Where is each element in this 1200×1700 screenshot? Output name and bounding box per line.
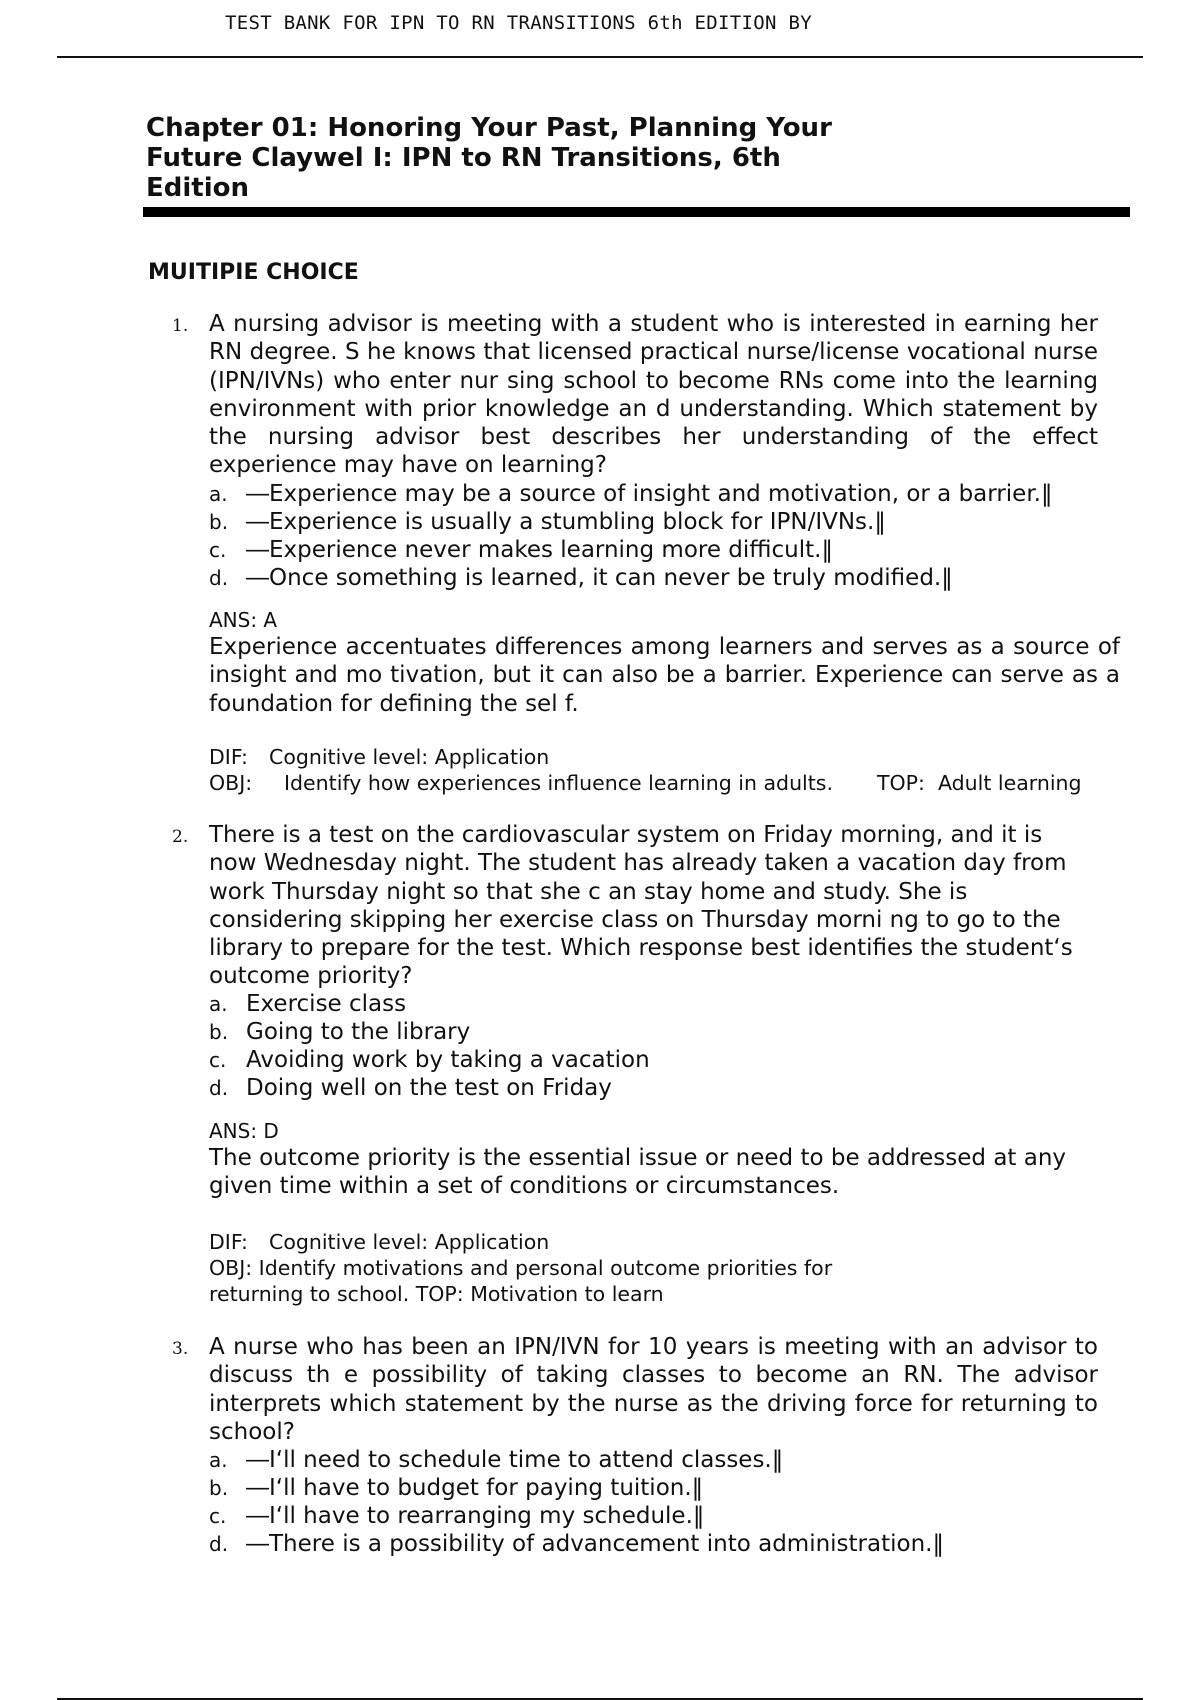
option-letter: a. bbox=[209, 1448, 228, 1472]
question-number: 2. bbox=[172, 827, 189, 847]
option-text: Doing well on the test on Friday bbox=[246, 1075, 612, 1101]
option-b bbox=[209, 1474, 944, 1502]
running-header: TEST BANK FOR IPN TO RN TRANSITIONS 6th EDITION BY bbox=[225, 12, 812, 34]
answer-options bbox=[209, 480, 1052, 592]
option-a bbox=[209, 990, 650, 1018]
option-letter: c. bbox=[209, 1048, 227, 1072]
answer-key: ANS: A bbox=[209, 608, 278, 632]
option-letter: c. bbox=[209, 1504, 227, 1528]
objective-line: OBJ: Identify motivations and personal outcome priorities for returning to school. TOP: Motivation to learn bbox=[209, 1256, 833, 1306]
answer-options bbox=[209, 990, 650, 1102]
option-letter: b. bbox=[209, 510, 229, 534]
objective-line bbox=[209, 770, 1082, 796]
rationale: The outcome priority is the essential issue or need to be addressed at any given time within a set of conditions or circumstances. bbox=[209, 1145, 1067, 1200]
question-stem: A nursing advisor is meeting with a student who is interested in earning her RN degree. S he knows that licensed practical nurse/license vocational nurse (IPN/IVNs) who enter nur sing school to become RNs come into the learning environment with prior knowledge an d understanding. Which statement by the nursing advisor best describes her understanding of the effect experience may have on learning? bbox=[209, 311, 1098, 479]
dif-value: Cognitive level: Application bbox=[269, 745, 550, 769]
question-number: 1. bbox=[172, 316, 189, 336]
question-stem: There is a test on the cardiovascular system on Friday morning, and it is now Wednesday night. The student has already taken a vacation day from work Thursday night so that she c an stay home and study. She is considering skipping her exercise class on Thursday morni ng to go to the library to prepare for the test. Which response best identifies the student‘s outcome priority? bbox=[209, 822, 1073, 990]
option-b bbox=[209, 1018, 650, 1046]
option-text: ―Experience is usually a stumbling block for IPN/IVNs.‖ bbox=[246, 509, 886, 535]
dif-key: DIF: bbox=[209, 745, 248, 769]
answer-options bbox=[209, 1446, 944, 1558]
section-heading: MUITIPIE CHOICE bbox=[148, 260, 359, 285]
question-stem: A nurse who has been an IPN/IVN for 10 years is meeting with an advisor to discuss th e possibility of taking classes to become an RN. The advisor interprets which statement by the nurse as the driving force for returning to school? bbox=[209, 1334, 1098, 1445]
option-c bbox=[209, 536, 1052, 564]
option-text: Avoiding work by taking a vacation bbox=[246, 1047, 650, 1073]
chapter-title: Chapter 01: Honoring Your Past, Planning Your Future Claywel I: IPN to RN Transitions, 6th Edition bbox=[146, 113, 832, 203]
option-text: ―I‘ll have to rearranging my schedule.‖ bbox=[246, 1503, 705, 1529]
option-d bbox=[209, 1530, 944, 1558]
option-letter: d. bbox=[209, 566, 229, 590]
difficulty-line bbox=[209, 1229, 549, 1255]
title-underline-bar bbox=[143, 207, 1130, 217]
obj-value: Identify how experiences influence learning in adults. bbox=[284, 771, 833, 795]
option-text: ―Experience never makes learning more difficult.‖ bbox=[246, 537, 833, 563]
option-letter: c. bbox=[209, 538, 227, 562]
option-letter: b. bbox=[209, 1476, 229, 1500]
option-text: Exercise class bbox=[246, 991, 407, 1017]
option-text: ―I‘ll need to schedule time to attend classes.‖ bbox=[246, 1447, 784, 1473]
answer-key: ANS: D bbox=[209, 1119, 279, 1143]
option-c bbox=[209, 1046, 650, 1074]
option-letter: a. bbox=[209, 482, 228, 506]
option-a bbox=[209, 1446, 944, 1474]
obj-key: OBJ: bbox=[209, 771, 253, 795]
option-d bbox=[209, 564, 1052, 592]
dif-value: Cognitive level: Application bbox=[269, 1230, 550, 1254]
dif-key: DIF: bbox=[209, 1230, 248, 1254]
top-key: TOP: bbox=[877, 771, 925, 795]
option-letter: d. bbox=[209, 1532, 229, 1556]
question-number: 3. bbox=[172, 1339, 189, 1359]
option-letter: b. bbox=[209, 1020, 229, 1044]
option-letter: a. bbox=[209, 992, 228, 1016]
option-c bbox=[209, 1502, 944, 1530]
rationale: Experience accentuates differences among learners and serves as a source of insight and mo tivation, but it can also be a barrier. Experience can serve as a foundation for defining the sel f. bbox=[209, 634, 1120, 717]
option-letter: d. bbox=[209, 1076, 229, 1100]
option-a bbox=[209, 480, 1052, 508]
option-text: ―I‘ll have to budget for paying tuition.‖ bbox=[246, 1475, 704, 1501]
option-text: Going to the library bbox=[246, 1019, 471, 1045]
difficulty-line bbox=[209, 744, 549, 770]
option-text: ―Once something is learned, it can never be truly modified.‖ bbox=[246, 565, 953, 591]
header-divider bbox=[57, 56, 1143, 58]
option-d bbox=[209, 1074, 650, 1102]
top-value: Adult learning bbox=[937, 771, 1082, 795]
option-text: ―Experience may be a source of insight and motivation, or a barrier.‖ bbox=[246, 481, 1053, 507]
option-b bbox=[209, 508, 1052, 536]
option-text: ―There is a possibility of advancement into administration.‖ bbox=[246, 1531, 944, 1557]
